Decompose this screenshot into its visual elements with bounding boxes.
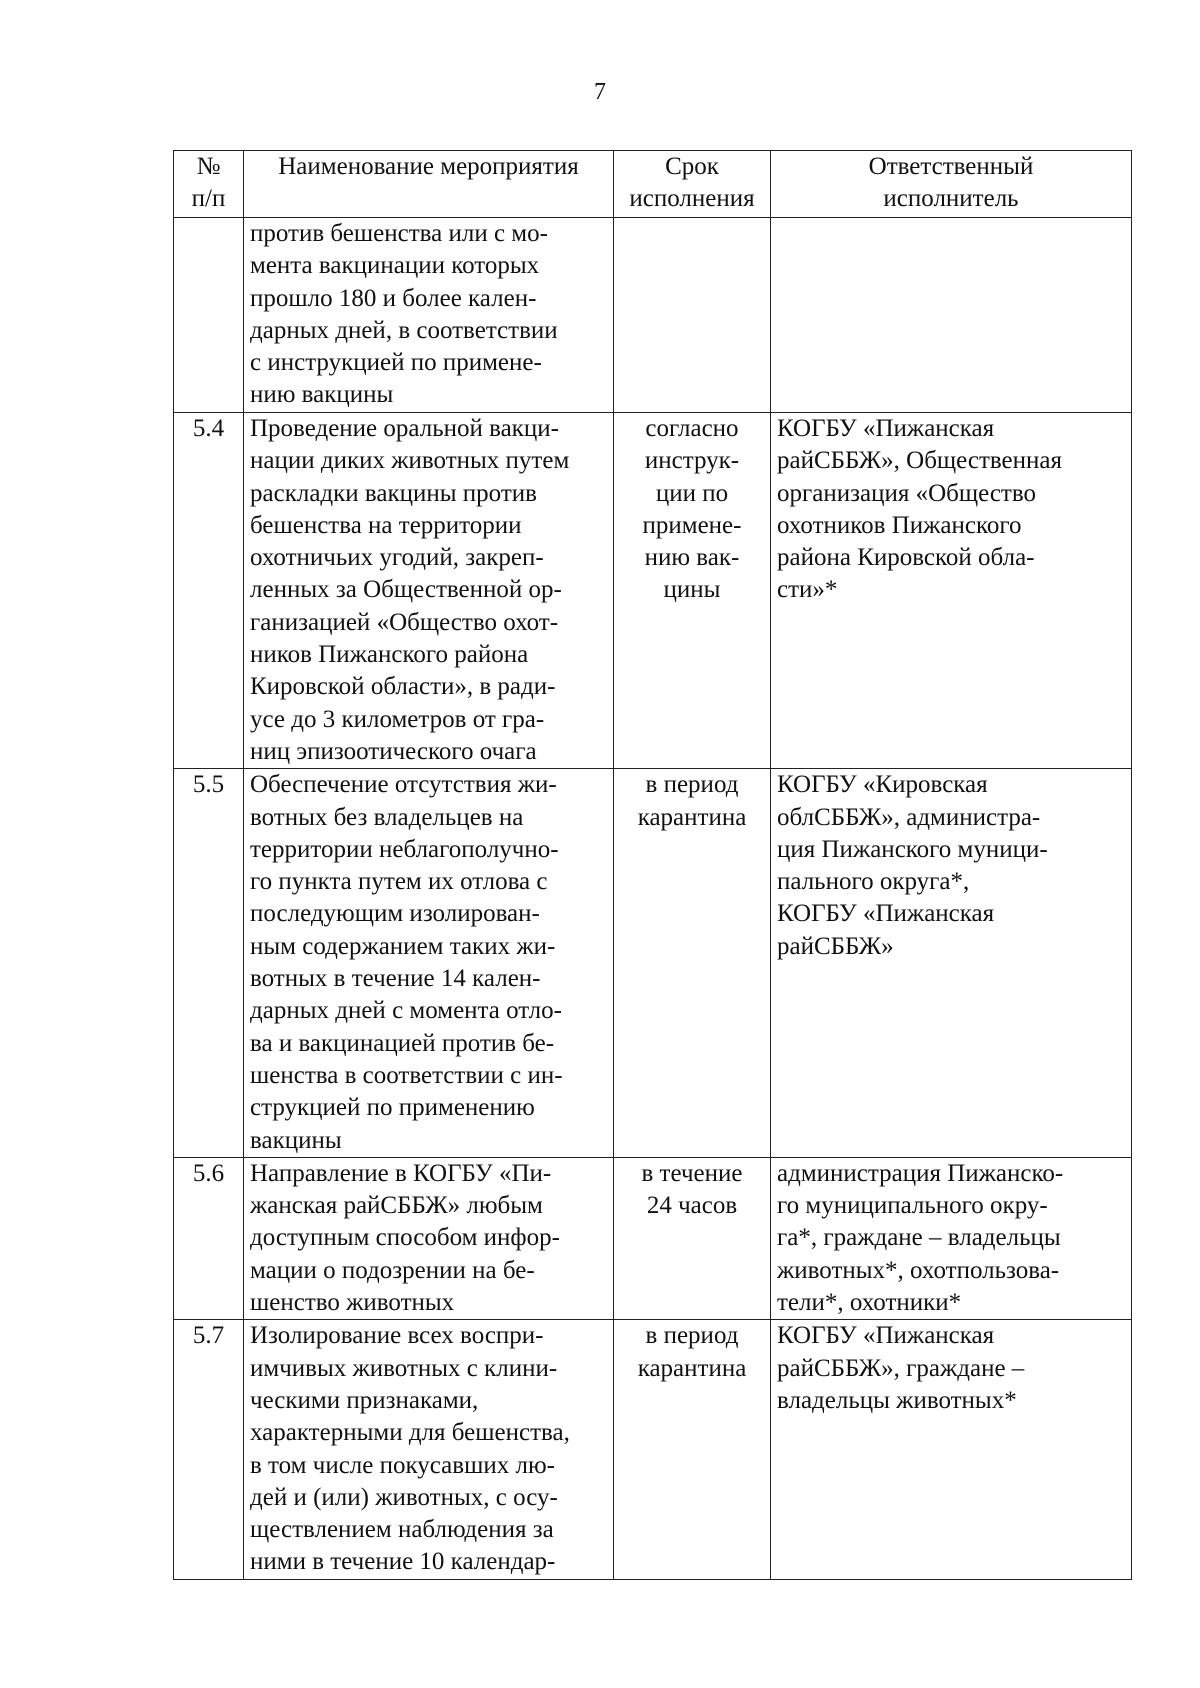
header-term-line: Срок [665, 153, 719, 180]
header-name [244, 151, 614, 218]
cell-line: Проведение оральной вакци- [250, 415, 559, 442]
cell-line: ции по [655, 479, 729, 507]
cell-line: прошло 180 и более кален- [250, 284, 537, 312]
cell-line: охотников Пижанского [777, 511, 1022, 539]
cell-line: нации диких животных путем [250, 447, 570, 475]
cell-line: против бешенства или с мо- [250, 220, 548, 247]
cell-line: ным содержанием таких жи- [250, 932, 556, 960]
cell-line: ниц эпизоотического очага [250, 737, 537, 765]
cell-name [244, 218, 614, 413]
cell-term [614, 413, 771, 769]
header-term [614, 151, 771, 218]
cell-line: примене- [642, 511, 742, 539]
cell-line: ленных за Общественной ор- [250, 576, 562, 604]
cell-line: Изолирование всех воспри- [250, 1322, 544, 1350]
cell-line: согласно [645, 415, 739, 442]
cell-line: карантина [637, 1354, 747, 1382]
cell-responsible [771, 769, 1132, 1158]
header-number-line: № [196, 153, 221, 180]
header-number [174, 151, 244, 218]
cell-term [614, 218, 771, 413]
cell-line: доступным способом инфор- [250, 1224, 560, 1252]
cell-line: ческими признаками, [250, 1386, 479, 1414]
table-body [174, 218, 1132, 1580]
cell-line: дарных дней, в соответствии [250, 316, 558, 344]
cell-line: администрация Пижанско- [777, 1159, 1064, 1187]
cell-line: вакцины [250, 1126, 342, 1154]
cell-line: га*, граждане – владельцы [777, 1224, 1061, 1252]
cell-line: ция Пижанского муници- [777, 835, 1048, 863]
cell-responsible [771, 1320, 1132, 1579]
cell-line: Направление в КОГБУ «Пи- [250, 1159, 552, 1187]
cell-number [174, 218, 244, 413]
table-row [174, 1157, 1132, 1319]
cell-term [614, 1320, 771, 1579]
cell-line: ганизацией «Общество охот- [250, 608, 559, 636]
cell-name [244, 769, 614, 1158]
cell-line: мента вакцинации которых [250, 252, 540, 280]
cell-line: в том числе покусавших лю- [250, 1451, 555, 1479]
cell-line: в течение [641, 1159, 743, 1187]
cell-line: животных*, охотпользова- [777, 1256, 1060, 1284]
cell-line: пального округа*, [777, 868, 970, 896]
cell-term [614, 1157, 771, 1319]
cell-line: имчивых животных с клини- [250, 1354, 558, 1382]
cell-line: дей и (или) животных, с осу- [250, 1483, 558, 1511]
header-responsible-line: Ответственный [868, 153, 1034, 180]
cell-line: КОГБУ «Пижанская [777, 900, 995, 928]
cell-responsible [771, 218, 1132, 413]
cell-name [244, 413, 614, 769]
cell-line: инструк- [644, 447, 740, 475]
cell-line: райСББЖ», граждане – [777, 1354, 1025, 1382]
cell-line: дарных дней с момента отло- [250, 997, 562, 1025]
cell-line: вотных без владельцев на [250, 803, 524, 831]
cell-line: в период [645, 771, 739, 799]
cell-line: райСББЖ» [777, 932, 894, 960]
cell-term [614, 769, 771, 1158]
cell-line: последующим изолирован- [250, 900, 540, 928]
cell-line: сти»* [777, 576, 838, 604]
cell-line: района Кировской обла- [777, 544, 1035, 572]
cell-line: КОГБУ «Кировская [777, 771, 988, 799]
cell-responsible [771, 1157, 1132, 1319]
cell-line: го пункта путем их отлова с [250, 868, 548, 896]
cell-line: охотничьих угодий, закреп- [250, 544, 544, 572]
cell-line: райСББЖ», Общественная [777, 447, 1063, 475]
cell-line: ва и вакцинацией против бе- [250, 1029, 555, 1057]
cell-line: усе до 3 километров от гра- [250, 705, 545, 733]
cell-responsible [771, 413, 1132, 769]
cell-line: владельцы животных* [777, 1386, 1017, 1414]
cell-line: КОГБУ «Пижанская [777, 415, 995, 442]
header-term-line: исполнения [629, 185, 755, 213]
cell-line: Обеспечение отсутствия жи- [250, 771, 557, 799]
cell-line: струкцией по применению [250, 1094, 535, 1122]
header-name-line: Наименование мероприятия [278, 153, 579, 180]
cell-line: шенства в соответствии с ин- [250, 1061, 563, 1089]
cell-line: характерными для бешенства, [250, 1419, 570, 1447]
table-row [174, 769, 1132, 1158]
cell-line: с инструкцией по примене- [250, 349, 542, 377]
cell-line: 24 часов [646, 1192, 738, 1220]
header-number-line: п/п [191, 185, 226, 213]
header-responsible-line: исполнитель [883, 185, 1019, 213]
cell-line: карантина [637, 803, 747, 831]
cell-line: бешенства на территории [250, 511, 522, 539]
cell-line: тели*, охотники* [777, 1289, 962, 1317]
table-row [174, 1320, 1132, 1579]
cell-name [244, 1157, 614, 1319]
cell-line: раскладки вакцины против [250, 479, 537, 507]
cell-line: Кировской области», в ради- [250, 673, 556, 701]
header-responsible [771, 151, 1132, 218]
cell-line: в период [645, 1322, 739, 1350]
table-header-row [174, 151, 1132, 218]
cell-line: вотных в течение 14 кален- [250, 965, 541, 993]
cell-line: жанская райСББЖ» любым [250, 1192, 543, 1220]
cell-line: КОГБУ «Пижанская [777, 1322, 995, 1350]
table-row [174, 413, 1132, 769]
cell-line: го муниципального окру- [777, 1192, 1048, 1220]
cell-line: ников Пижанского района [250, 641, 529, 669]
cell-number: 5.7 [174, 1320, 244, 1579]
cell-line: ществлением наблюдения за [250, 1516, 554, 1544]
cell-number: 5.6 [174, 1157, 244, 1319]
cell-line: ними в течение 10 календар- [250, 1548, 556, 1576]
cell-line: мации о подозрении на бе- [250, 1256, 535, 1284]
cell-name [244, 1320, 614, 1579]
cell-line: территории неблагополучно- [250, 835, 559, 863]
cell-line: цины [663, 576, 721, 604]
cell-line: нию вакцины [250, 381, 394, 409]
cell-line: облСББЖ», администра- [777, 803, 1041, 831]
page-number: 7 [594, 79, 606, 105]
measures-table [173, 150, 1132, 1580]
cell-line: организация «Общество [777, 479, 1036, 507]
cell-line: нию вак- [644, 544, 740, 572]
cell-number: 5.4 [174, 413, 244, 769]
table-row [174, 218, 1132, 413]
cell-number: 5.5 [174, 769, 244, 1158]
cell-line: шенство животных [250, 1289, 455, 1317]
